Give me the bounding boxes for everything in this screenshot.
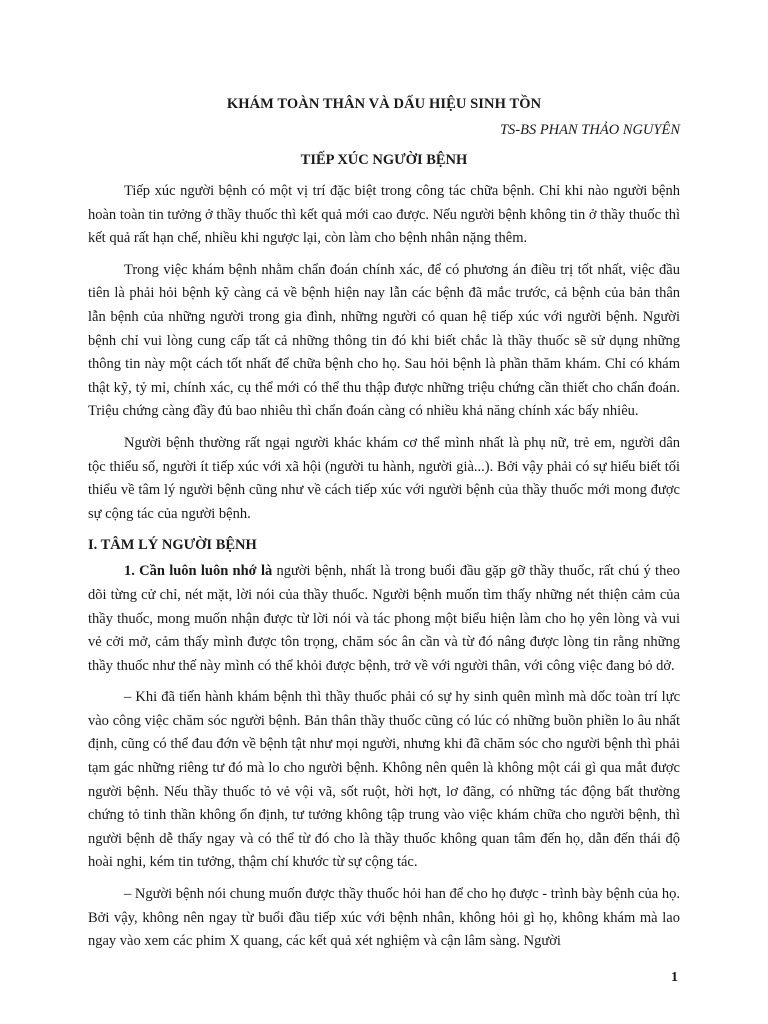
- paragraph: Tiếp xúc người bệnh có một vị trí đặc biệt trong công tác chữa bệnh. Chỉ khi nào người bệnh hoàn toàn tin tưởng ở thầy thuốc thì kết quả mới cao được. Nếu người bệnh không tin ở thầy thuốc thì kết quả rất hạn chế, nhiều khi ngược lại, còn làm cho bệnh nhân nặng thêm.: [88, 183, 680, 247]
- numbered-item: [88, 560, 680, 678]
- page-number: 1: [671, 970, 678, 985]
- author-line: TS-BS PHAN THẢO NGUYÊN: [499, 122, 680, 138]
- document-title: KHÁM TOÀN THÂN VÀ DẤU HIỆU SINH TỒN: [226, 96, 542, 112]
- paragraph: Người bệnh thường rất ngại người khác khám cơ thể mình nhất là phụ nữ, trẻ em, người dân tộc thiểu số, người ít tiếp xúc với xã hội (người tu hành, người già...). Bởi vậy phải có sự hiểu biết tối thiểu về tâm lý người bệnh cũng như về cách tiếp xúc với người bệnh của thầy thuốc mới mong được sự cộng tác của người bệnh.: [88, 434, 680, 522]
- paragraph: – Người bệnh nói chung muốn được thầy thuốc hỏi han để cho họ được - trình bày bệnh của họ. Bởi vậy, không nên ngay từ buổi đầu tiếp xúc với bệnh nhân, không hỏi gì họ, không khám mà lao ngay vào xem các phim X quang, các kết quả xét nghiệm và cận lâm sàng. Người: [88, 886, 680, 950]
- document-subtitle: TIẾP XÚC NGƯỜI BỆNH: [300, 152, 468, 168]
- section-heading: I. TÂM LÝ NGƯỜI BỆNH: [88, 537, 257, 554]
- paragraph: Trong việc khám bệnh nhằm chẩn đoán chính xác, để có phương án điều trị tốt nhất, việc đầu tiên là phải hỏi bệnh kỹ càng cả về bệnh hiện nay lẫn các bệnh đã mắc trước, cả bệnh của bản thân lẫn bệnh của những người trong gia đình, những người có quan hệ tiếp xúc với người bệnh. Người bệnh chỉ vui lòng cung cấp tất cả những thông tin đó khi biết chắc là thầy thuốc sẽ sử dụng những thông tin này một cách tốt nhất để chữa bệnh cho họ. Sau hỏi bệnh là phần thăm khám. Chỉ có khám thật kỹ, tỷ mỉ, chính xác, cụ thể mới có thể thu thập được những triệu chứng cần thiết cho chẩn đoán. Triệu chứng càng đầy đủ bao nhiêu thì chẩn đoán càng có nhiều khả năng chính xác bấy nhiêu.: [88, 261, 680, 420]
- item-text: người bệnh, nhất là trong buổi đầu gặp gỡ thầy thuốc, rất chú ý theo dõi từng cử chỉ, nét mặt, lời nói của thầy thuốc. Người bệnh muốn tìm thấy những nét thiện cảm của thầy thuốc, mong muốn nhận được từ lời nói và tác phong một biểu hiện làm cho họ yên lòng và vui vẻ cởi mở, cảm thấy mình được tôn trọng, chăm sóc ân cần và từ đó nâng được lòng tin rằng những thầy thuốc như thế này mình có thể khỏi được bệnh, trở về với người thân, với công việc đang bỏ dở.: [88, 563, 681, 674]
- item-lead: 1. Cần luôn luôn nhớ là: [124, 563, 273, 580]
- paragraph: – Khi đã tiến hành khám bệnh thì thầy thuốc phải có sự hy sinh quên mình mà dốc toàn trí lực vào công việc chăm sóc người bệnh. Bản thân thầy thuốc cũng có lúc có những buồn phiền lo âu nhất định, cũng có thể đau đớn về bệnh tật như mọi người, nhưng khi đã chăm sóc cho người bệnh thì phải tạm gác những riêng tư đó mà lo cho người bệnh. Không nên quên là không một cái gì qua mắt được người bệnh. Nếu thầy thuốc tỏ vẻ vội vã, sốt ruột, hời hợt, lơ đãng, có những tác động bất thường chứng tỏ tinh thần không ổn định, tư tưởng không tập trung vào việc khám chữa cho người bệnh, thì người bệnh dễ thấy ngay và có thể từ đó cho là thầy thuốc không quan tâm đến họ, dẫn đến thái độ hoài nghi, kém tin tưởng, thậm chí khước từ sự cộng tác.: [88, 689, 680, 871]
